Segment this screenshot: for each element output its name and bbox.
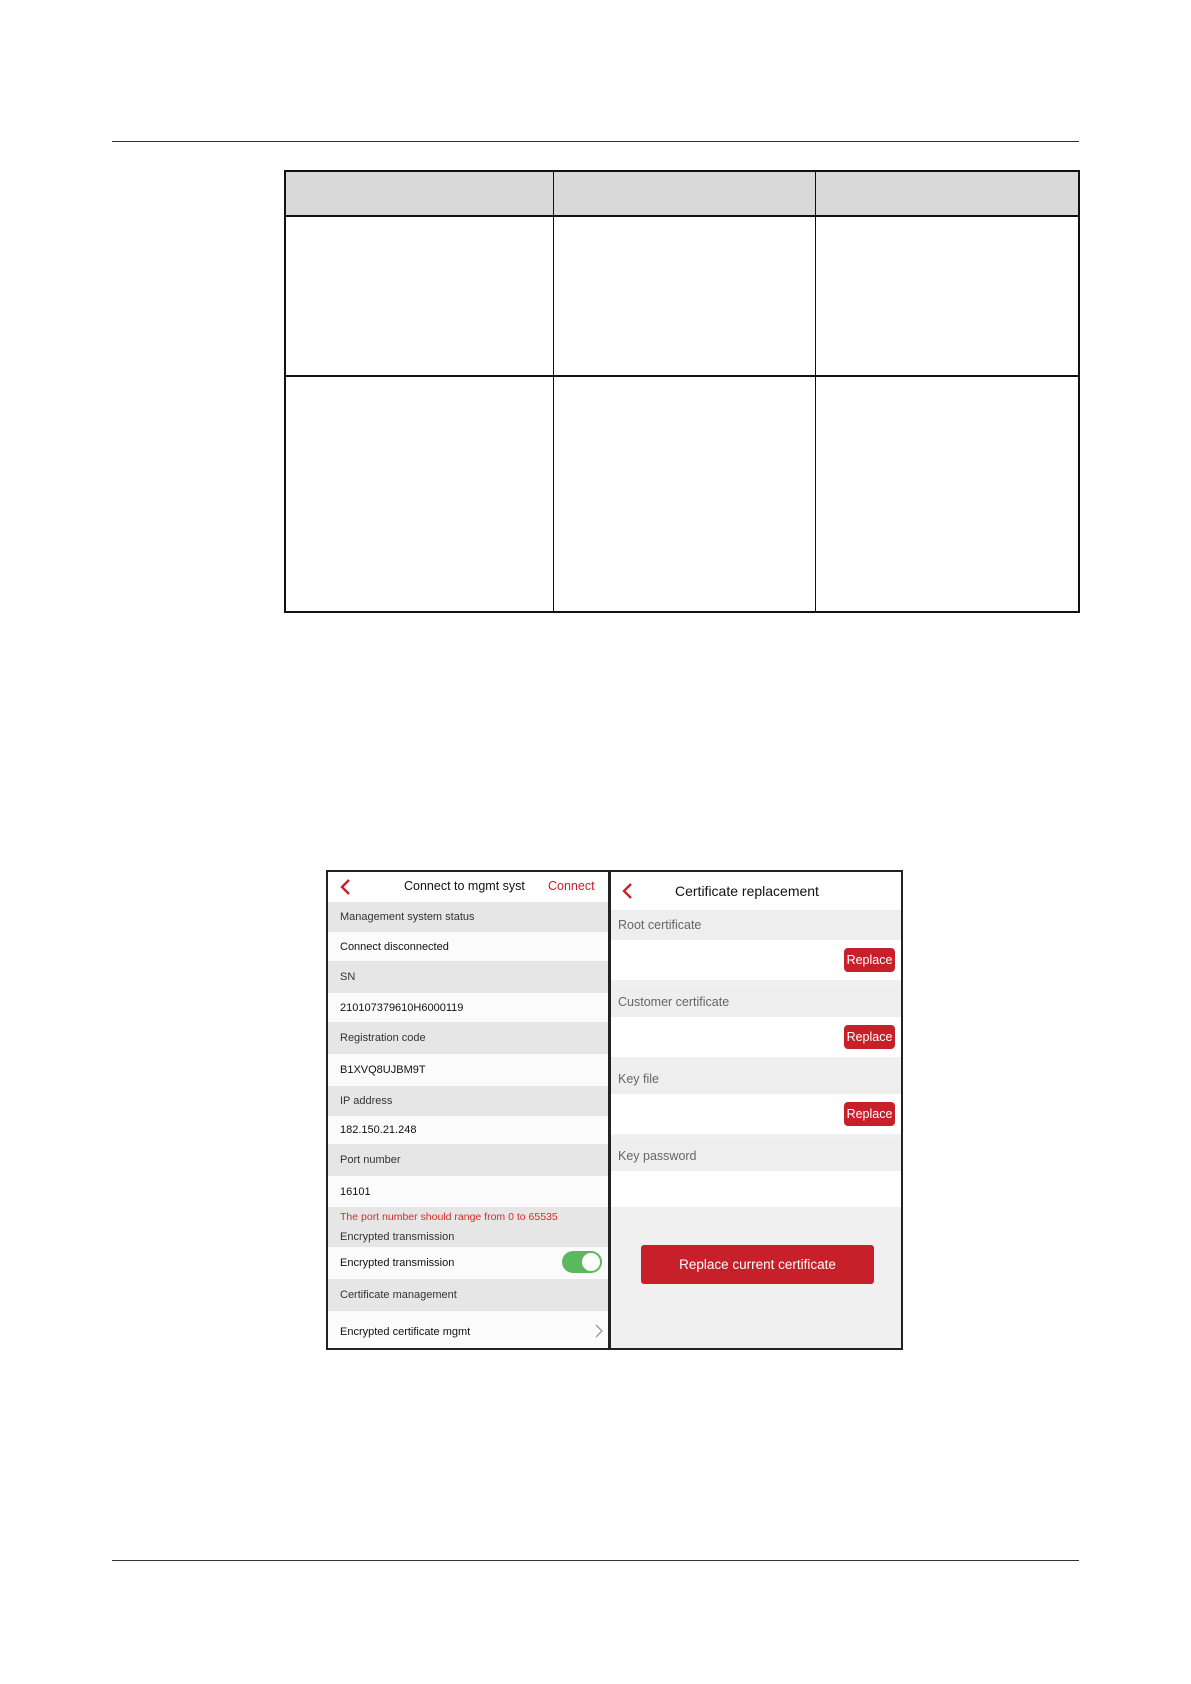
- registration-code-field[interactable]: B1XVQ8UJBM9T: [328, 1054, 611, 1086]
- header-rule: [112, 141, 1079, 142]
- section-header: SN: [328, 961, 611, 993]
- replace-customer-certificate-button[interactable]: Replace: [844, 1025, 895, 1049]
- left-screen-title: Connect to mgmt syst: [404, 879, 525, 893]
- port-number-field[interactable]: 16101: [328, 1176, 611, 1207]
- connect-mgmt-screen: [328, 872, 611, 1348]
- key-password-label: Key password: [611, 1141, 901, 1171]
- status-value: Connect disconnected: [328, 932, 611, 961]
- app-screenshots: [326, 870, 903, 1350]
- section-header: Certificate management: [328, 1279, 611, 1311]
- section-header: IP address: [328, 1086, 611, 1116]
- customer-certificate-label: Customer certificate: [611, 987, 901, 1017]
- port-error-message: The port number should range from 0 to 65535: [328, 1207, 611, 1227]
- key-file-label: Key file: [611, 1064, 901, 1094]
- right-screen-header: [611, 872, 901, 910]
- footer-rule: [112, 1560, 1079, 1561]
- table-column-divider: [815, 172, 816, 611]
- toggle-knob: [582, 1253, 600, 1271]
- chevron-right-icon: [595, 1324, 603, 1341]
- table-column-divider: [553, 172, 554, 611]
- section-header: Management system status: [328, 902, 611, 932]
- right-screen-title: Certificate replacement: [675, 883, 819, 899]
- back-arrow-icon[interactable]: [622, 882, 633, 900]
- key-file-row: [611, 1094, 901, 1134]
- key-password-input[interactable]: [611, 1171, 901, 1207]
- encrypted-transmission-row: [328, 1247, 611, 1279]
- section-header: Port number: [328, 1144, 611, 1176]
- section-header: Encrypted transmission: [328, 1227, 611, 1247]
- connect-button[interactable]: Connect: [548, 879, 595, 893]
- table-row-divider: [286, 375, 1078, 377]
- replace-current-certificate-button[interactable]: Replace current certificate: [641, 1245, 874, 1284]
- encrypted-transmission-label: Encrypted transmission: [340, 1257, 455, 1269]
- encrypted-transmission-toggle[interactable]: [562, 1251, 602, 1273]
- document-table: [284, 170, 1080, 613]
- customer-certificate-row: [611, 1017, 901, 1057]
- certificate-replacement-screen: [611, 872, 901, 1348]
- replace-key-file-button[interactable]: Replace: [844, 1102, 895, 1126]
- table-header-row: [286, 172, 1078, 217]
- ip-address-field[interactable]: 182.150.21.248: [328, 1116, 611, 1144]
- sn-field[interactable]: 210107379610H6000119: [328, 993, 611, 1022]
- replace-root-certificate-button[interactable]: Replace: [844, 948, 895, 972]
- certificate-mgmt-link[interactable]: [328, 1311, 611, 1348]
- section-header: Registration code: [328, 1022, 611, 1054]
- root-certificate-row: [611, 940, 901, 980]
- root-certificate-label: Root certificate: [611, 910, 901, 940]
- back-arrow-icon[interactable]: [340, 878, 351, 896]
- left-screen-header: [328, 872, 608, 902]
- certificate-mgmt-label: Encrypted certificate mgmt: [340, 1325, 471, 1338]
